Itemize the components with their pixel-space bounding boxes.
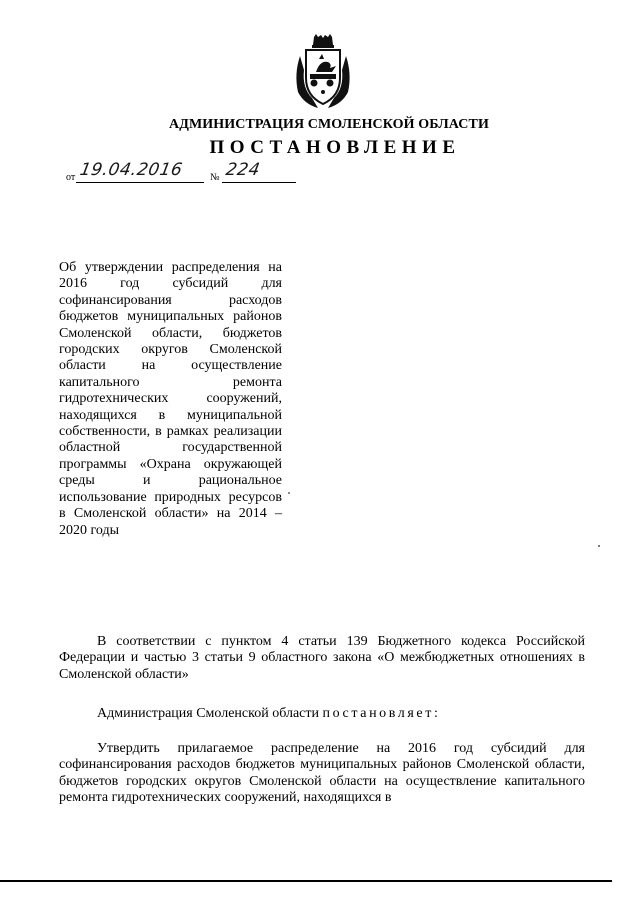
decree-paragraph <box>59 706 585 722</box>
coat-of-arms-icon <box>292 34 354 110</box>
document-type-title: ПОСТАНОВЛЕНИЕ <box>209 137 461 158</box>
item-1-paragraph: Утвердить прилагаемое распределение на 2016 год субсидий для софинансирования расходов бюджетов муниципальных районов Смоленской области, бюджетов городских округов Смоленской области на осуществление капитального ремонта гидротехнических сооружений, находящихся в <box>59 741 585 806</box>
basis-paragraph: В соответствии с пунктом 4 статьи 139 Бюджетного кодекса Российской Федерации и частью 3 статьи 9 областного закона «О межбюджетных отношениях в Смоленской области» <box>59 634 585 682</box>
handwritten-date: 19.04.2016 <box>78 160 185 180</box>
decree-intro-text: Администрация Смоленской области <box>97 706 320 721</box>
date-number-line <box>66 160 306 184</box>
decree-word: постановляет: <box>322 706 441 721</box>
bottom-border-line <box>0 880 612 882</box>
document-subject: Об утверждении распределения на 2016 год субсидий для софинансирования расходов бюджетов муниципальных районов Смоленской области, бюджетов городских округов Смоленской области на осуществление капитального ремонта гидротехнических сооружений, находящихся в муниципальной собственности, в рамках реализации областной государственной программы «Охрана окружающей среды и рациональное использование природных ресурсов в Смоленской области» на 2014 – 2020 годы <box>59 260 282 538</box>
number-underline <box>222 182 296 183</box>
organization-title: АДМИНИСТРАЦИЯ СМОЛЕНСКОЙ ОБЛАСТИ <box>169 117 489 132</box>
scan-speck <box>288 492 290 494</box>
scan-speck <box>598 545 600 547</box>
number-label: № <box>210 172 220 183</box>
date-label: от <box>66 172 76 183</box>
date-underline <box>76 182 204 183</box>
handwritten-number: 224 <box>224 160 262 180</box>
